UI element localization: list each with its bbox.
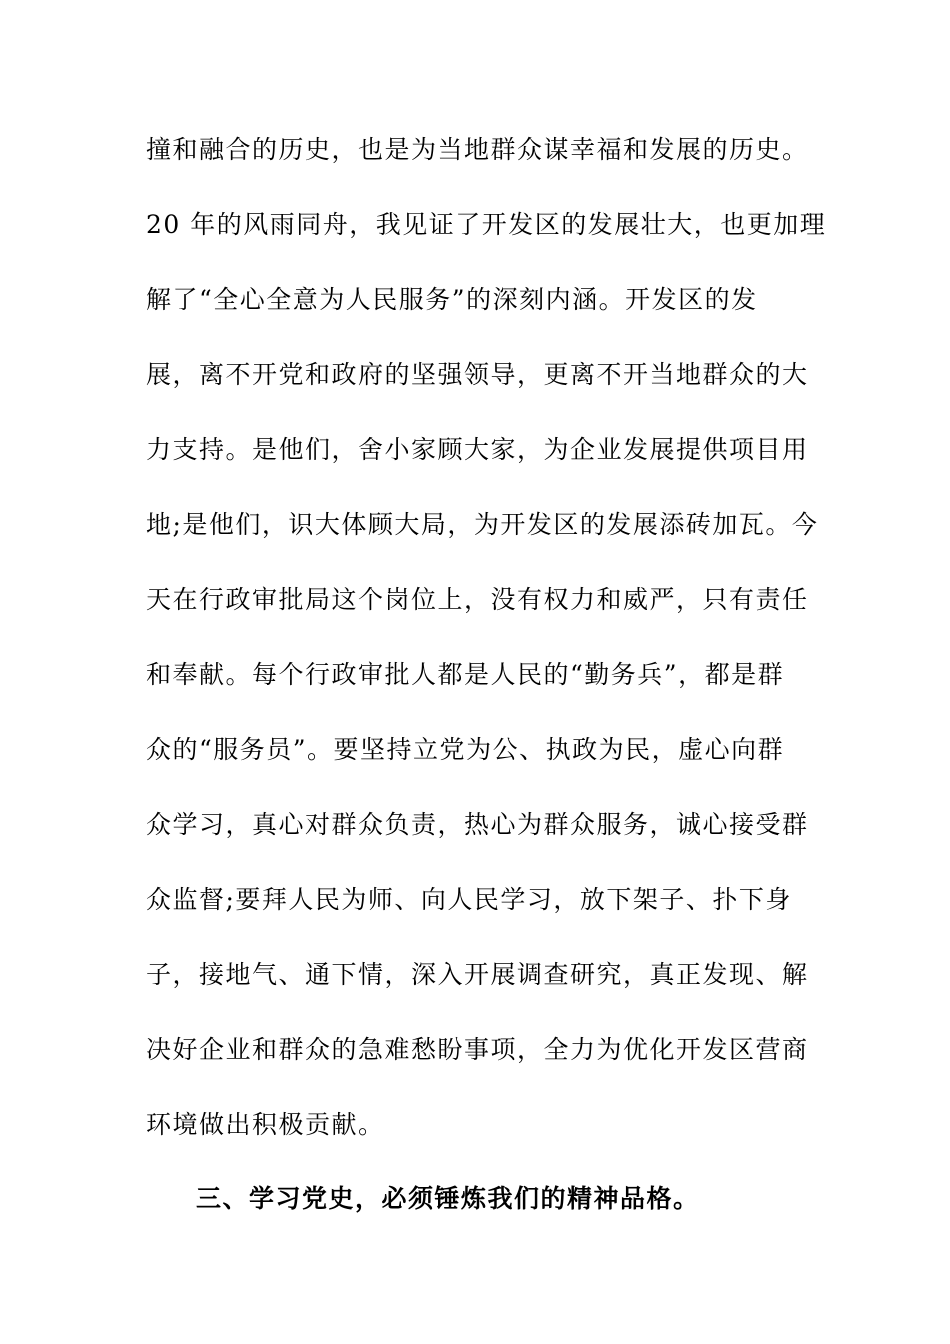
body-line: 20 年的风雨同舟，我见证了开发区的发展壮大，也更加理 (146, 210, 827, 239)
body-line: 和奉献。每个行政审批人都是人民的“勤务兵”，都是群 (146, 660, 785, 689)
body-line: 环境做出积极贡献。 (146, 1110, 385, 1139)
body-line: 解了“全心全意为人民服务”的深刻内涵。开发区的发 (146, 285, 758, 314)
body-line: 众学习，真心对群众负责，热心为群众服务，诚心接受群 (146, 810, 809, 839)
body-line: 地;是他们，识大体顾大局，为开发区的发展添砖加瓦。今 (146, 510, 819, 539)
body-line: 众监督;要拜人民为师、向人民学习，放下架子、扑下身 (146, 885, 792, 914)
section-heading: 三、学习党史，必须锤炼我们的精神品格。 (196, 1184, 700, 1213)
body-line: 子，接地气、通下情，深入开展调查研究，真正发现、解 (146, 960, 809, 989)
body-paragraph (146, 128, 826, 1178)
body-line: 天在行政审批局这个岗位上，没有权力和威严，只有责任 (146, 585, 809, 614)
body-line: 众的“服务员”。要坚持立党为公、执政为民，虚心向群 (146, 735, 785, 764)
body-line: 决好企业和群众的急难愁盼事项，全力为优化开发区营商 (146, 1035, 809, 1064)
body-line: 力支持。是他们，舍小家顾大家，为企业发展提供项目用 (146, 435, 809, 464)
body-line: 展，离不开党和政府的坚强领导，更离不开当地群众的大 (146, 360, 809, 389)
body-line: 撞和融合的历史，也是为当地群众谋幸福和发展的历史。 (146, 135, 809, 164)
